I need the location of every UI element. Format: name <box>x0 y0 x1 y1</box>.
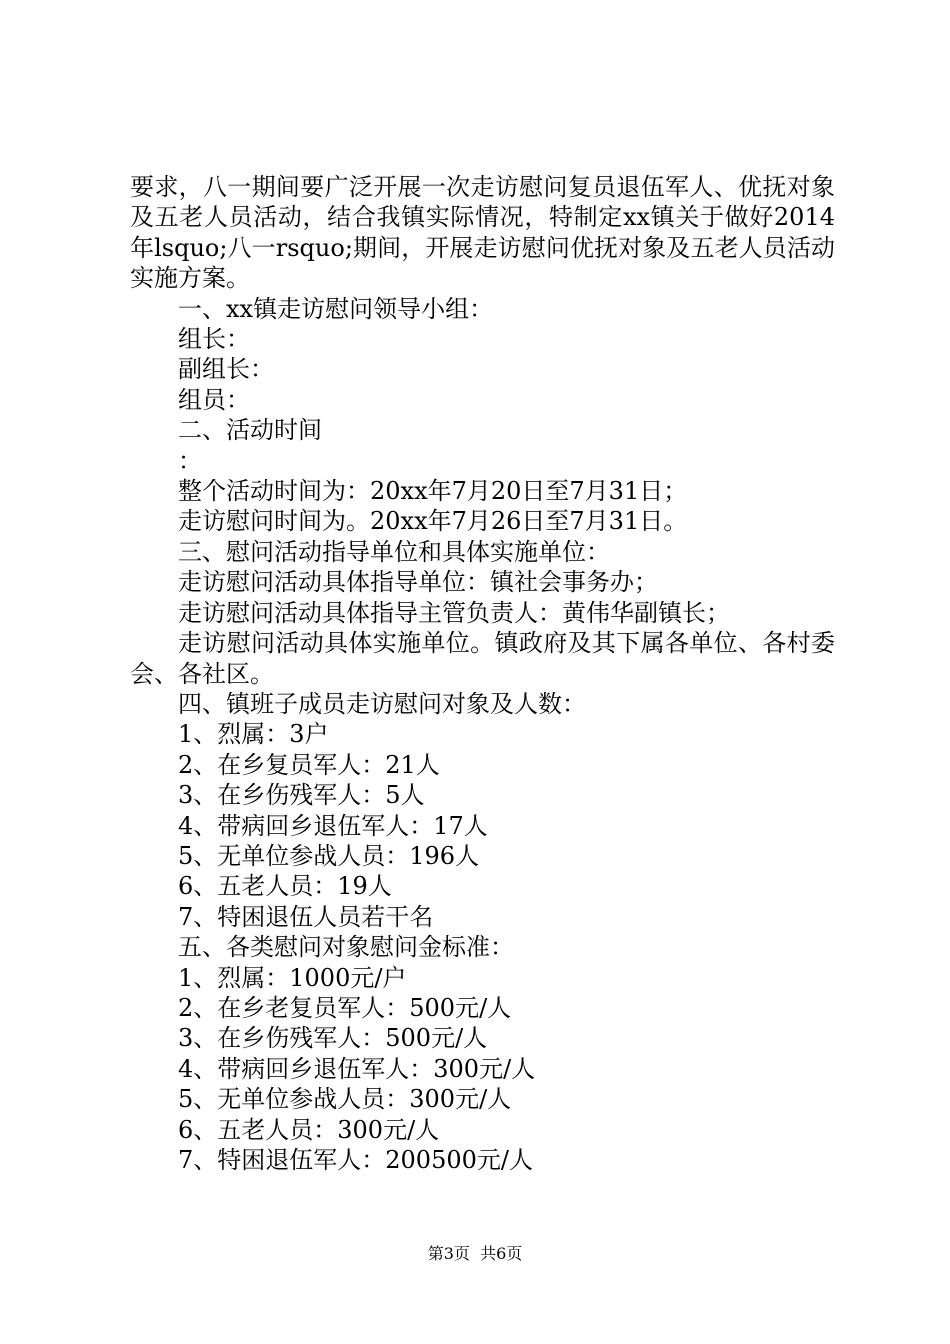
subsidy-standard-item: 4、带病回乡退伍军人：300元/人 <box>178 1054 536 1083</box>
section4-heading: 四、镇班子成员走访慰问对象及人数： <box>178 689 586 718</box>
section2-colon: ： <box>178 446 202 475</box>
deputy-leader-label: 副组长： <box>178 355 274 384</box>
subsidy-standard-item: 2、在乡老复员军人：500元/人 <box>178 993 512 1022</box>
visit-target-item: 2、在乡复员军人：21人 <box>178 750 440 779</box>
section3-heading: 三、慰问活动指导单位和具体实施单位： <box>178 537 610 566</box>
leader-label: 组长： <box>178 325 250 354</box>
visit-target-item: 7、特困退伍人员若干名 <box>178 902 434 931</box>
subsidy-standard-item: 1、烈属：1000元/户 <box>178 963 407 992</box>
visit-target-item: 3、在乡伤残军人：5人 <box>178 781 425 810</box>
section1-heading: 一、xx镇走访慰问领导小组： <box>178 294 494 323</box>
responsible-person: 走访慰问活动具体指导主管负责人：黄伟华副镇长； <box>178 598 730 627</box>
visit-time: 走访慰问时间为。20xx年7月26日至7月31日。 <box>178 507 688 536</box>
page-number-footer: 第3页 共6页 <box>427 1244 523 1263</box>
subsidy-standard-item: 7、特困退伍军人：200500元/人 <box>178 1146 533 1174</box>
visit-target-item: 6、五老人员：19人 <box>178 872 392 901</box>
subsidy-standard-item: 6、五老人员：300元/人 <box>178 1115 440 1144</box>
guidance-unit: 走访慰问活动具体指导单位：镇社会事务办； <box>178 568 658 597</box>
overall-activity-time: 整个活动时间为：20xx年7月20日至7月31日； <box>178 477 688 506</box>
section5-heading: 五、各类慰问对象慰问金标准： <box>178 933 514 962</box>
intro-paragraph: 要求，八一期间要广泛开展一次走访慰问复员退伍军人、优抚对象及五老人员活动，结合我镇实际情况，特制定xx镇关于做好2014年lsquo;八一rsquo;期间，开展走访慰问优抚对象及五老人员活动实施方案。 <box>130 173 835 293</box>
section2-heading: 二、活动时间 <box>178 416 322 445</box>
visit-target-item: 5、无单位参战人员：196人 <box>178 841 480 870</box>
members-label: 组员： <box>178 385 250 414</box>
subsidy-standard-item: 5、无单位参战人员：300元/人 <box>178 1085 512 1114</box>
document-body <box>130 172 835 1175</box>
visit-target-item: 4、带病回乡退伍军人：17人 <box>178 811 488 840</box>
subsidy-standard-item: 3、在乡伤残军人：500元/人 <box>178 1024 488 1053</box>
visit-target-item: 1、烈属：3户 <box>178 720 329 749</box>
implementing-units: 走访慰问活动具体实施单位。镇政府及其下属各单位、各村委会、各社区。 <box>130 629 835 688</box>
